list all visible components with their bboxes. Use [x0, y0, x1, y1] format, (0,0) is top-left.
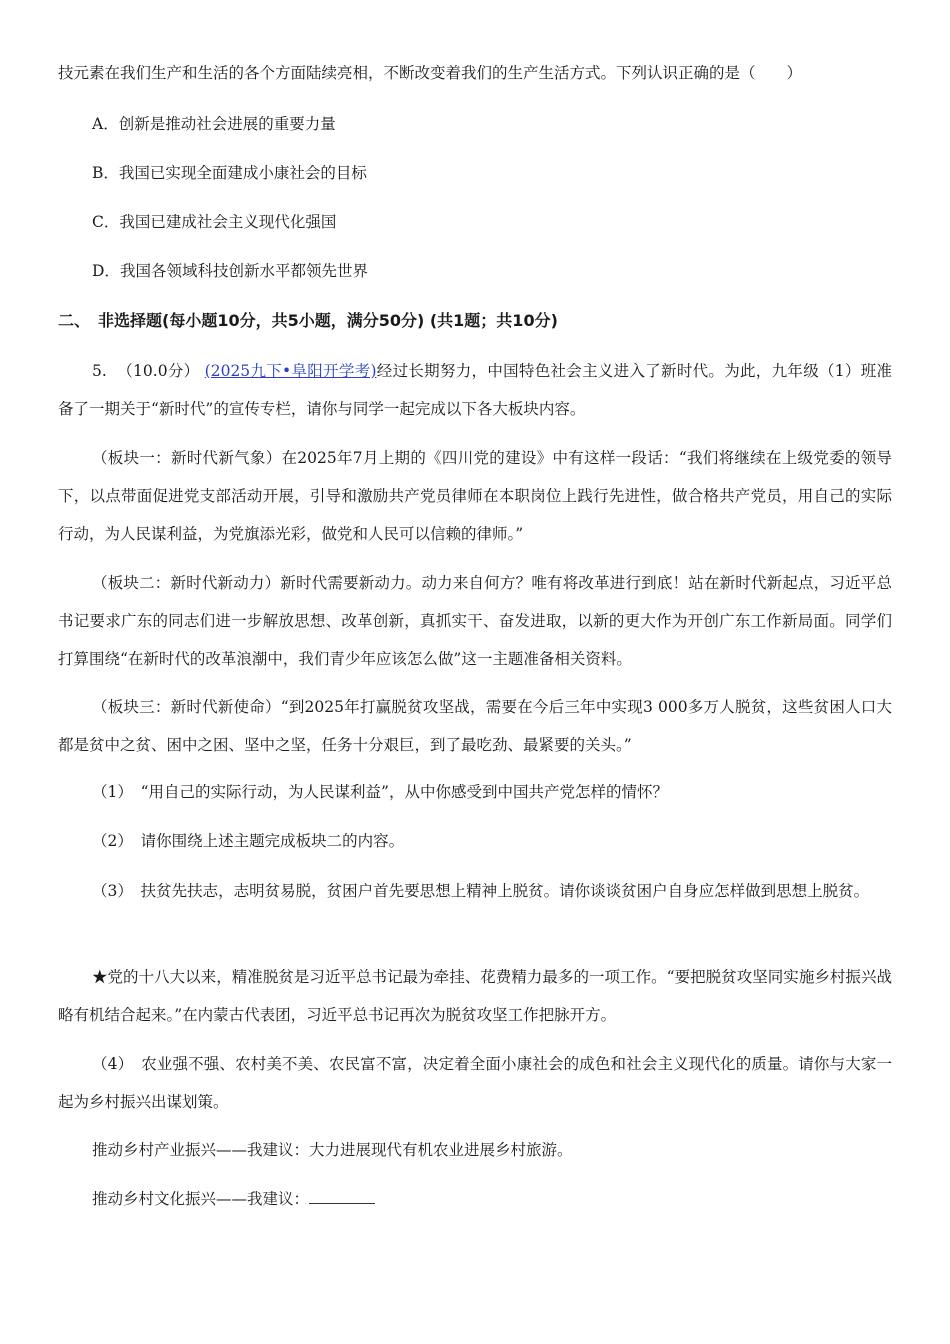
block-1-text: （板块一：新时代新气象）在2025年7月上期的《四川党的建设》中有这样一段话：“我们将继续在上级党委的领导下，以点带面促进党支部活动开展，引导和激励共产党员律师在本职岗位上践行先进性，做合格共产党员，用自己的实际行动，为人民谋利益，为党旗添光彩，做党和人民可以信赖的律师。” [58, 449, 892, 543]
section-heading-text: 二、 非选择题(每小题10分，共5小题，满分50分) (共1题；共10分) [58, 311, 558, 330]
sub-question-2 [58, 822, 892, 860]
option-a-label: A． [92, 115, 119, 133]
sub-question-4-text: （4） 农业强不强、农村美不美、农民富不富，决定着全面小康社会的成色和社会主义现代化的质量。请你与大家一起为乡村振兴出谋划策。 [58, 1055, 892, 1111]
option-a-text: 创新是推动社会进展的重要力量 [118, 115, 336, 133]
question-5-number: 5. [92, 362, 107, 380]
option-c[interactable] [92, 211, 336, 233]
sub-question-1 [58, 773, 892, 811]
block-2-text: （板块二：新时代新动力）新时代需要新动力。动力来自何方？唯有将改革进行到底！站在新时代新起点，习近平总书记要求广东的同志们进一步解放思想、改革创新，真抓实干、奋发进取，以新的更大作为开创广东工作新局面。同学们打算围绕“在新时代的改革浪潮中，我们青少年应该怎么做”这一主题准备相关资料。 [58, 574, 892, 668]
sub-question-2-text: （2） 请你围绕上述主题完成板块二的内容。 [92, 832, 405, 850]
question-4-stem-text: 技元素在我们生产和生活的各个方面陆续亮相，不断改变着我们的生产生活方式。下列认识正确的是（ ） [58, 64, 803, 82]
option-b-text: 我国已实现全面建成小康社会的目标 [118, 164, 367, 182]
option-a[interactable] [92, 113, 336, 135]
question-5-intro [58, 352, 892, 428]
sub-question-1-text: （1） “用自己的实际行动，为人民谋利益”，从中你感受到中国共产党怎样的情怀？ [92, 783, 668, 801]
sub-question-3-text: （3） 扶贫先扶志，志明贫易脱，贫困户首先要思想上精神上脱贫。请你谈谈贫困户自身应怎样做到思想上脱贫。 [92, 882, 870, 900]
section-heading [58, 310, 558, 332]
star-paragraph-text: 党的十八大以来，精准脱贫是习近平总书记最为牵挂、花费精力最多的一项工作。“要把脱贫攻坚同实施乡村振兴战略有机结合起来。”在内蒙古代表团，习近平总书记再次为脱贫攻坚工作把脉开方。 [58, 968, 892, 1024]
option-d-label: D． [92, 262, 120, 280]
question-4-stem [58, 62, 802, 84]
question-5-intro-text: 经过长期努力，中国特色社会主义进入了新时代。为此，九年级（1）班准备了一期关于“新时代”的宣传专栏，请你与同学一起完成以下各大板块内容。 [58, 362, 893, 418]
block-2-paragraph [58, 564, 892, 678]
culture-suggestion [58, 1180, 892, 1218]
question-5-source-link[interactable]: (2025九下•阜阳开学考) [204, 362, 377, 380]
culture-suggestion-text: 推动乡村文化振兴——我建议： [92, 1190, 310, 1208]
industry-suggestion [58, 1131, 892, 1169]
block-1-paragraph [58, 439, 892, 553]
block-3-paragraph [58, 688, 892, 764]
sub-question-4 [58, 1045, 892, 1121]
block-3-text: （板块三：新时代新使命）“到2025年打赢脱贫攻坚战，需要在今后三年中实现3 000多万人脱贫，这些贫困人口大都是贫中之贫、困中之困、坚中之坚，任务十分艰巨，到了最吃劲、最紧要的关头。” [58, 698, 892, 754]
star-icon: ★ [92, 968, 108, 986]
industry-suggestion-text: 推动乡村产业振兴——我建议：大力进展现代有机农业进展乡村旅游。 [92, 1141, 573, 1159]
answer-blank[interactable] [309, 1187, 375, 1204]
star-paragraph [58, 958, 892, 1034]
option-c-text: 我国已建成社会主义现代化强国 [119, 213, 337, 231]
question-5-score: （10.0分） [117, 362, 200, 380]
sub-question-3 [58, 872, 892, 910]
option-b-label: B． [92, 164, 119, 182]
option-b[interactable] [92, 162, 367, 184]
option-d-text: 我国各领域科技创新水平都领先世界 [119, 262, 368, 280]
option-d[interactable] [92, 260, 368, 282]
option-c-label: C． [92, 213, 120, 231]
